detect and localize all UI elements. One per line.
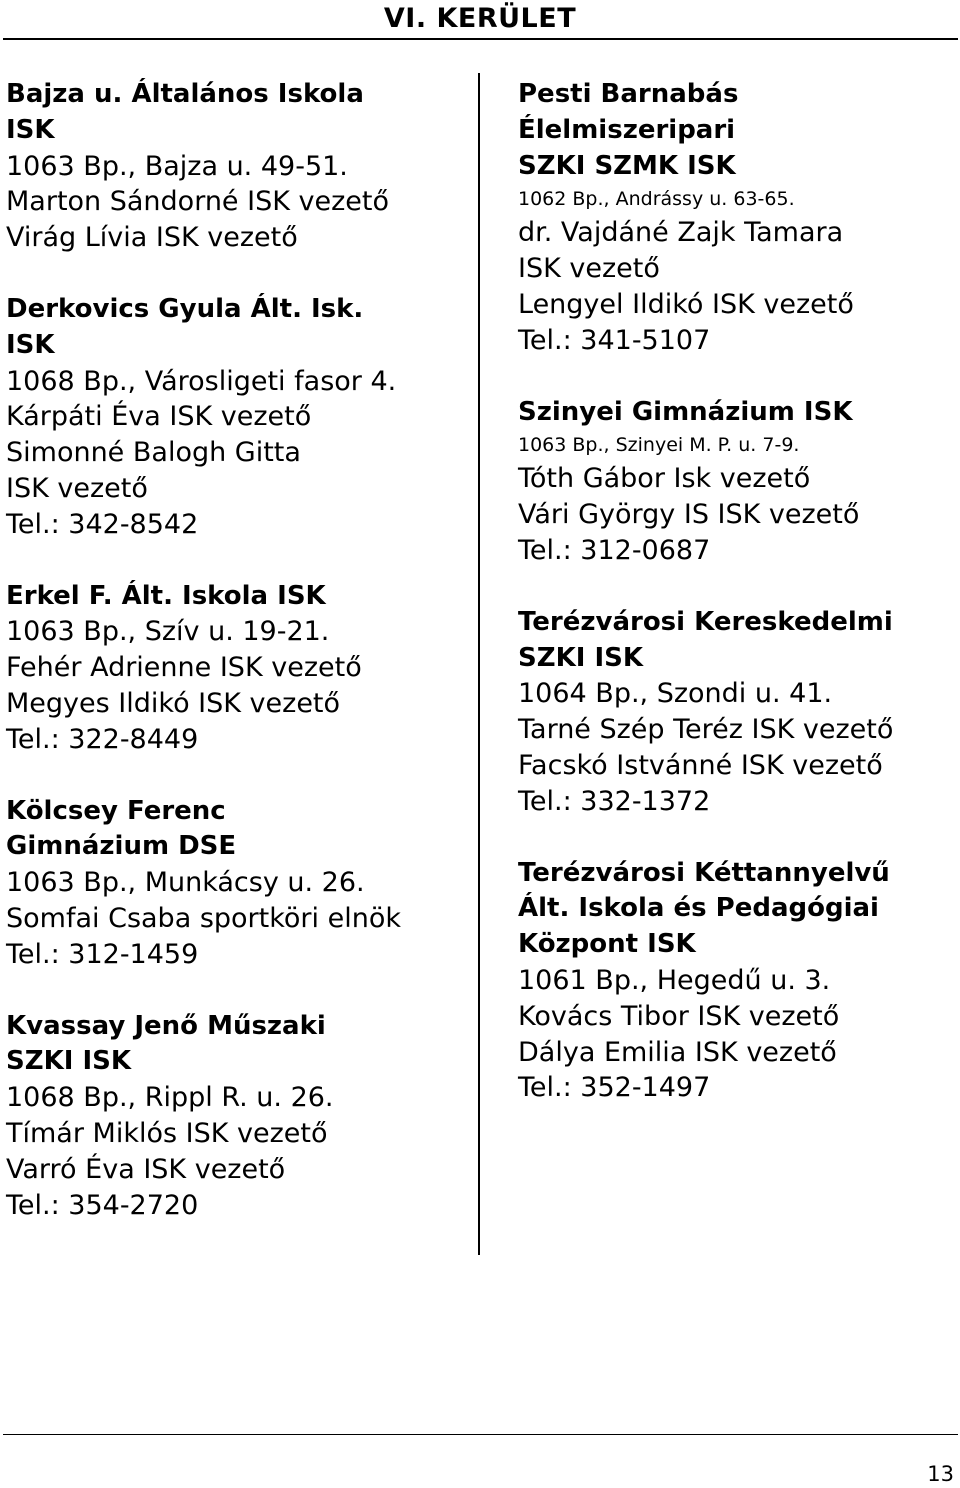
entry-address: 1061 Bp., Hegedű u. 3. [518, 964, 831, 996]
entry-name: Központ ISK [518, 929, 696, 960]
entry-person: Tímár Miklós ISK vezető [6, 1117, 328, 1149]
entry-person: Vári György IS ISK vezető [518, 499, 860, 531]
entry-name: ISK [6, 114, 55, 145]
entry-address: 1063 Bp., Szinyei M. P. u. 7-9. [518, 434, 800, 457]
page-title: VI. KERÜLET [383, 3, 577, 34]
entry-person: Megyes Ildikó ISK vezető [6, 687, 341, 719]
entry-address: 1068 Bp., Városligeti fasor 4. [6, 365, 397, 397]
entry-erkel [6, 579, 471, 758]
entry-person: Virág Lívia ISK vezető [6, 222, 298, 254]
entry-name: Terézvárosi Kéttannyelvű [518, 857, 890, 888]
entry-phone: Tel.: 342-8542 [6, 508, 199, 540]
entry-phone: Tel.: 322-8449 [6, 723, 199, 755]
entry-phone: Tel.: 341-5107 [518, 324, 711, 356]
entry-terezvarosi-kereskedelmi [518, 605, 958, 820]
entry-name: SZKI SZMK ISK [518, 150, 736, 181]
entry-person: Varró Éva ISK vezető [6, 1153, 286, 1185]
entry-terezvarosi-kettannyelvu [518, 856, 958, 1107]
page-number: 13 [927, 1462, 954, 1486]
entry-person: Facskó Istvánné ISK vezető [518, 749, 883, 781]
entry-phone: Tel.: 312-0687 [518, 534, 711, 566]
entry-name: Élelmiszeripari [518, 114, 736, 145]
entry-person: ISK vezető [6, 472, 148, 504]
entry-address: 1063 Bp., Szív u. 19-21. [6, 616, 330, 648]
entry-name: ISK [6, 329, 55, 360]
entry-phone: Tel.: 354-2720 [6, 1189, 199, 1221]
entry-person: Simonné Balogh Gitta [6, 437, 301, 469]
entry-phone: Tel.: 352-1497 [518, 1072, 711, 1104]
entry-person: Somfai Csaba sportköri elnök [6, 902, 401, 934]
entry-address: 1063 Bp., Bajza u. 49-51. [6, 150, 348, 182]
entry-derkovics [6, 292, 471, 543]
entry-name: Szinyei Gimnázium ISK [518, 396, 853, 427]
entry-address: 1062 Bp., Andrássy u. 63-65. [518, 188, 795, 211]
entry-person: Lengyel Ildikó ISK vezető [518, 288, 854, 320]
entry-phone: Tel.: 332-1372 [518, 785, 711, 817]
entry-address: 1064 Bp., Szondi u. 41. [518, 678, 833, 710]
footer-divider [3, 1434, 958, 1435]
entry-name: SZKI ISK [6, 1046, 131, 1077]
entry-address: 1063 Bp., Munkácsy u. 26. [6, 867, 365, 899]
entry-person: Dálya Emilia ISK vezető [518, 1036, 837, 1068]
entry-name: Kölcsey Ferenc [6, 795, 226, 826]
entry-phone: Tel.: 312-1459 [6, 938, 199, 970]
right-column [518, 77, 958, 1142]
entry-person: dr. Vajdáné Zajk Tamara [518, 217, 844, 249]
entry-name: Kvassay Jenő Műszaki [6, 1010, 326, 1041]
entry-person: Kovács Tibor ISK vezető [518, 1000, 840, 1032]
entry-pesti-barnabas [518, 77, 958, 359]
entry-szinyei [518, 395, 958, 569]
entry-person: ISK vezető [518, 253, 660, 285]
entry-name: Pesti Barnabás [518, 79, 739, 109]
entry-person: Fehér Adrienne ISK vezető [6, 652, 362, 684]
title-divider [3, 38, 958, 40]
entry-address: 1068 Bp., Rippl R. u. 26. [6, 1082, 334, 1114]
entry-name: Derkovics Gyula Ált. Isk. [6, 293, 364, 324]
entry-bajza [6, 77, 471, 256]
entry-name: Gimnázium DSE [6, 831, 237, 862]
left-column [6, 77, 471, 1259]
entry-person: Marton Sándorné ISK vezető [6, 186, 389, 218]
column-divider [478, 73, 480, 1255]
entry-name: Bajza u. Általános Iskola [6, 79, 364, 109]
entry-name: Terézvárosi Kereskedelmi [518, 606, 893, 637]
entry-name: Ált. Iskola és Pedagógiai [518, 893, 879, 924]
entry-name: SZKI ISK [518, 642, 643, 673]
entry-name: Erkel F. Ált. Iskola ISK [6, 580, 326, 611]
entry-person: Kárpáti Éva ISK vezető [6, 401, 312, 433]
entry-kolcsey [6, 794, 471, 973]
entry-person: Tarné Szép Teréz ISK vezető [518, 714, 894, 746]
entry-kvassay [6, 1009, 471, 1224]
entry-person: Tóth Gábor Isk vezető [518, 463, 811, 495]
